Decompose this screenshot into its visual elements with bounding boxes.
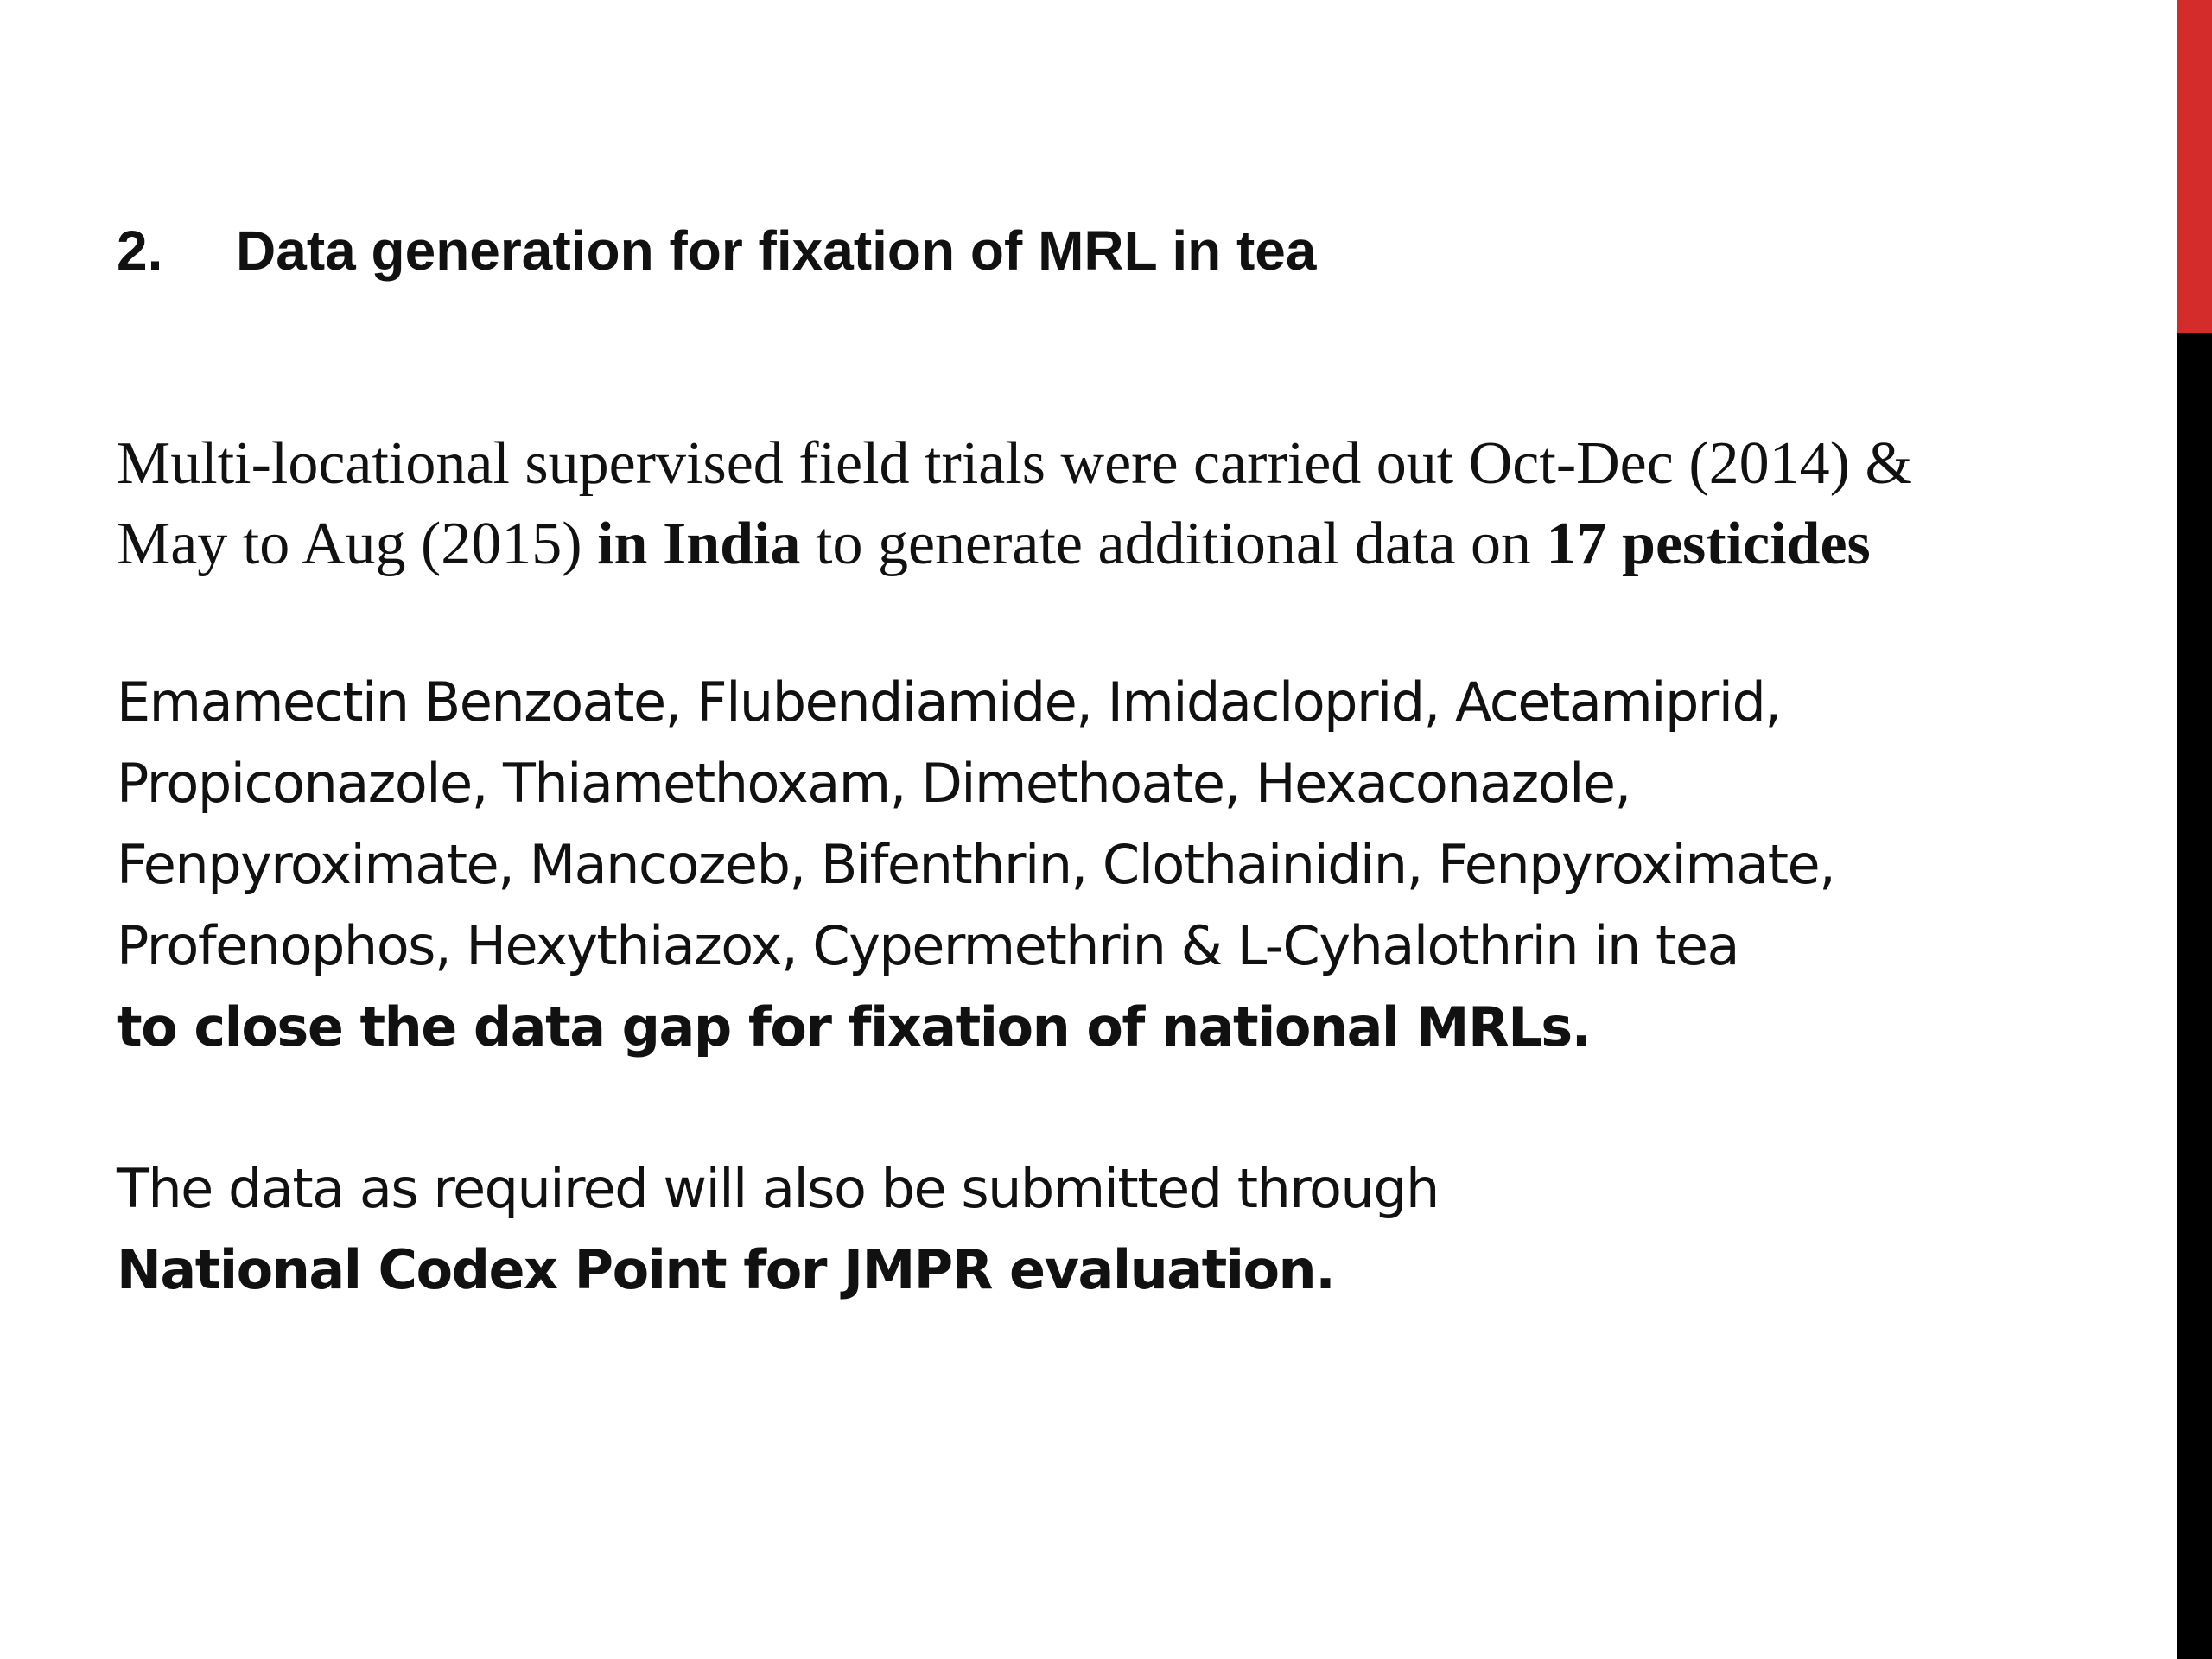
submission-line-1: The data as required will also be submitted through: [117, 1157, 1439, 1220]
submission-line-2: National Codex Point for JMPR evaluation.: [117, 1238, 1335, 1301]
slide-heading: [117, 216, 1316, 285]
accent-bar-red: [2177, 0, 2212, 333]
pesticide-list-paragraph: [117, 662, 2173, 1068]
pesticide-list-conclusion: to close the data gap for fixation of national MRLs.: [117, 995, 1591, 1058]
trials-line-1: Multi-locational supervised field trials were carried out Oct-Dec (2014) &: [117, 430, 1912, 497]
submission-paragraph: [117, 1148, 2173, 1311]
trials-paragraph: [117, 423, 2173, 584]
accent-bar-black: [2177, 333, 2212, 1659]
trials-pesticide-count: 17 pesticides: [1546, 511, 1871, 577]
pesticide-list-line: Profenophos, Hexythiazox, Cypermethrin & L-Cyhalothrin in tea: [117, 914, 1738, 977]
heading-number: 2.: [117, 219, 163, 282]
trials-line-2: [117, 504, 2173, 584]
pesticide-list-line: Emamectin Benzoate, Flubendiamide, Imidacloprid, Acetamiprid,: [117, 671, 1781, 734]
trials-line-2-start: May to Aug (2015): [117, 511, 598, 577]
pesticide-list-line: Fenpyroximate, Mancozeb, Bifenthrin, Clothainidin, Fenpyroximate,: [117, 833, 1835, 896]
heading-title: Data generation for fixation of MRL in tea: [236, 219, 1317, 282]
pesticide-list-line: Propiconazole, Thiamethoxam, Dimethoate, Hexaconazole,: [117, 752, 1630, 815]
trials-line-2-middle: to generate additional data on: [800, 511, 1547, 577]
trials-location: in India: [597, 511, 801, 577]
